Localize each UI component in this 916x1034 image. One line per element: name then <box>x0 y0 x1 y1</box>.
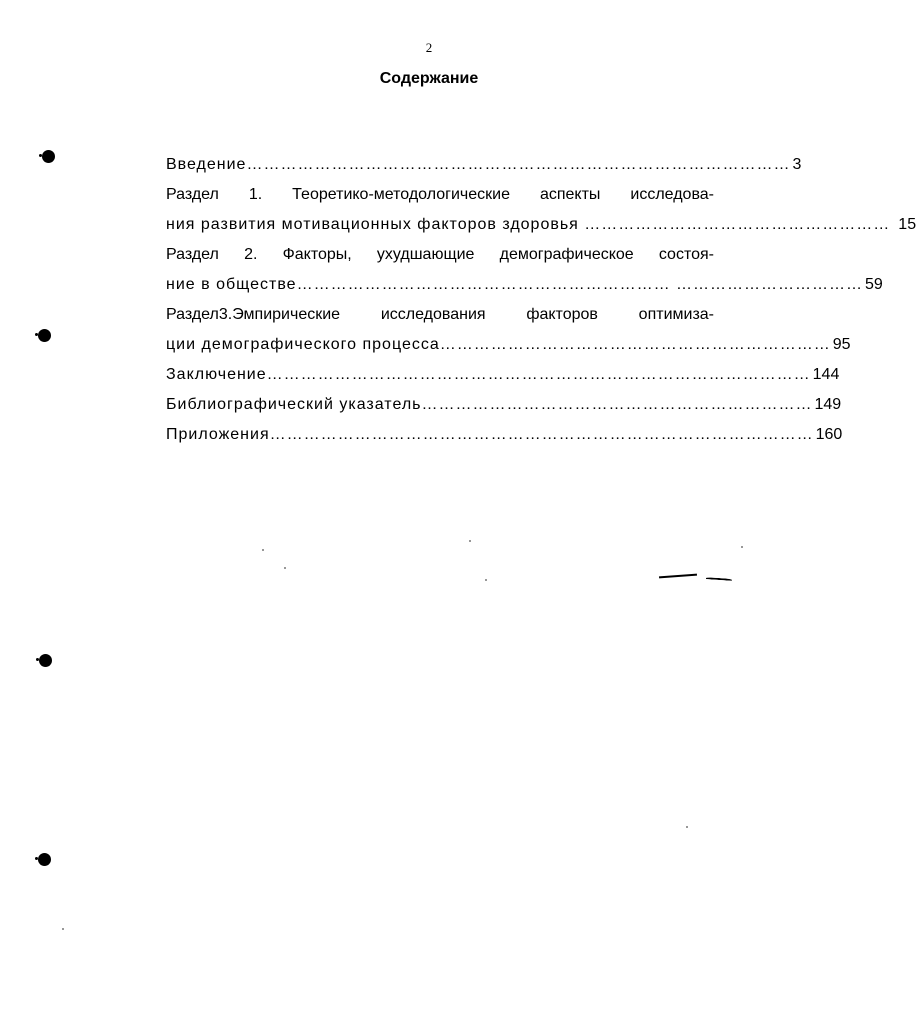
toc-leader: Приложения…………………………………………………………………………………… <box>166 426 814 443</box>
toc-entry-appendices <box>166 424 843 454</box>
toc-entry-label: Библиографический указатель <box>166 396 422 413</box>
toc-entry-section2-title: Раздел 2. Факторы, ухудшающие демографическое состоя- <box>166 246 714 263</box>
scan-speck <box>62 928 64 930</box>
toc-entry-section1-title: Раздел 1. Теоретико-методологические аспекты исследова- <box>166 186 714 203</box>
page-title: Содержание <box>379 70 479 87</box>
toc-entry-page: 3 <box>792 156 802 173</box>
punch-hole-mark <box>38 853 51 866</box>
scan-speck <box>741 546 743 548</box>
toc-leader: ние в обществе………………………………………………………… …………………………… <box>166 276 864 293</box>
scan-speck <box>284 567 286 569</box>
toc-entry-page: 160 <box>815 426 843 443</box>
scan-speck <box>686 826 688 828</box>
toc-entry-page: 95 <box>832 336 851 353</box>
toc-entry-label: Введение <box>166 156 247 173</box>
table-of-contents <box>166 154 916 454</box>
toc-entry-label: Приложения <box>166 426 270 443</box>
toc-entry-page: 149 <box>814 396 842 413</box>
toc-entry-label: ции демографического процесса <box>166 336 440 353</box>
toc-entry-page: 15 <box>898 216 916 233</box>
punch-hole-mark <box>38 329 51 342</box>
toc-entry-section3-title: Раздел3.Эмпирические исследования факторов оптимиза- <box>166 306 714 323</box>
punch-hole-mark <box>42 150 55 163</box>
pen-stroke-mark <box>706 577 732 581</box>
scan-speck <box>262 549 264 551</box>
toc-entry-page: 144 <box>812 366 840 383</box>
toc-leader: ции демографического процесса…………………………………………………………… <box>166 336 831 353</box>
toc-entry-introduction <box>166 154 802 184</box>
toc-entry-label: ние в обществе <box>166 276 297 293</box>
page-number: 2 <box>425 40 433 55</box>
toc-entry-section1 <box>166 214 916 244</box>
toc-leader: ния развития мотивационных факторов здоровья ……………………………………………… <box>166 216 891 233</box>
toc-leader: Заключение…………………………………………………………………………………… <box>166 366 811 383</box>
toc-leader: Введение…………………………………………………………………………………… <box>166 156 791 173</box>
scan-speck <box>469 540 471 542</box>
scan-speck <box>485 579 487 581</box>
toc-leader: Библиографический указатель…………………………………………………………… <box>166 396 813 413</box>
toc-entry-conclusion <box>166 364 840 394</box>
toc-entry-section2 <box>166 274 883 304</box>
punch-hole-mark <box>39 654 52 667</box>
toc-entry-section3 <box>166 334 851 364</box>
toc-entry-page: 59 <box>865 276 883 293</box>
toc-entry-label: ния развития мотивационных факторов здоровья <box>166 216 579 233</box>
toc-entry-label: Заключение <box>166 366 267 383</box>
pen-stroke-mark <box>659 574 697 579</box>
toc-entry-bibliography <box>166 394 842 424</box>
